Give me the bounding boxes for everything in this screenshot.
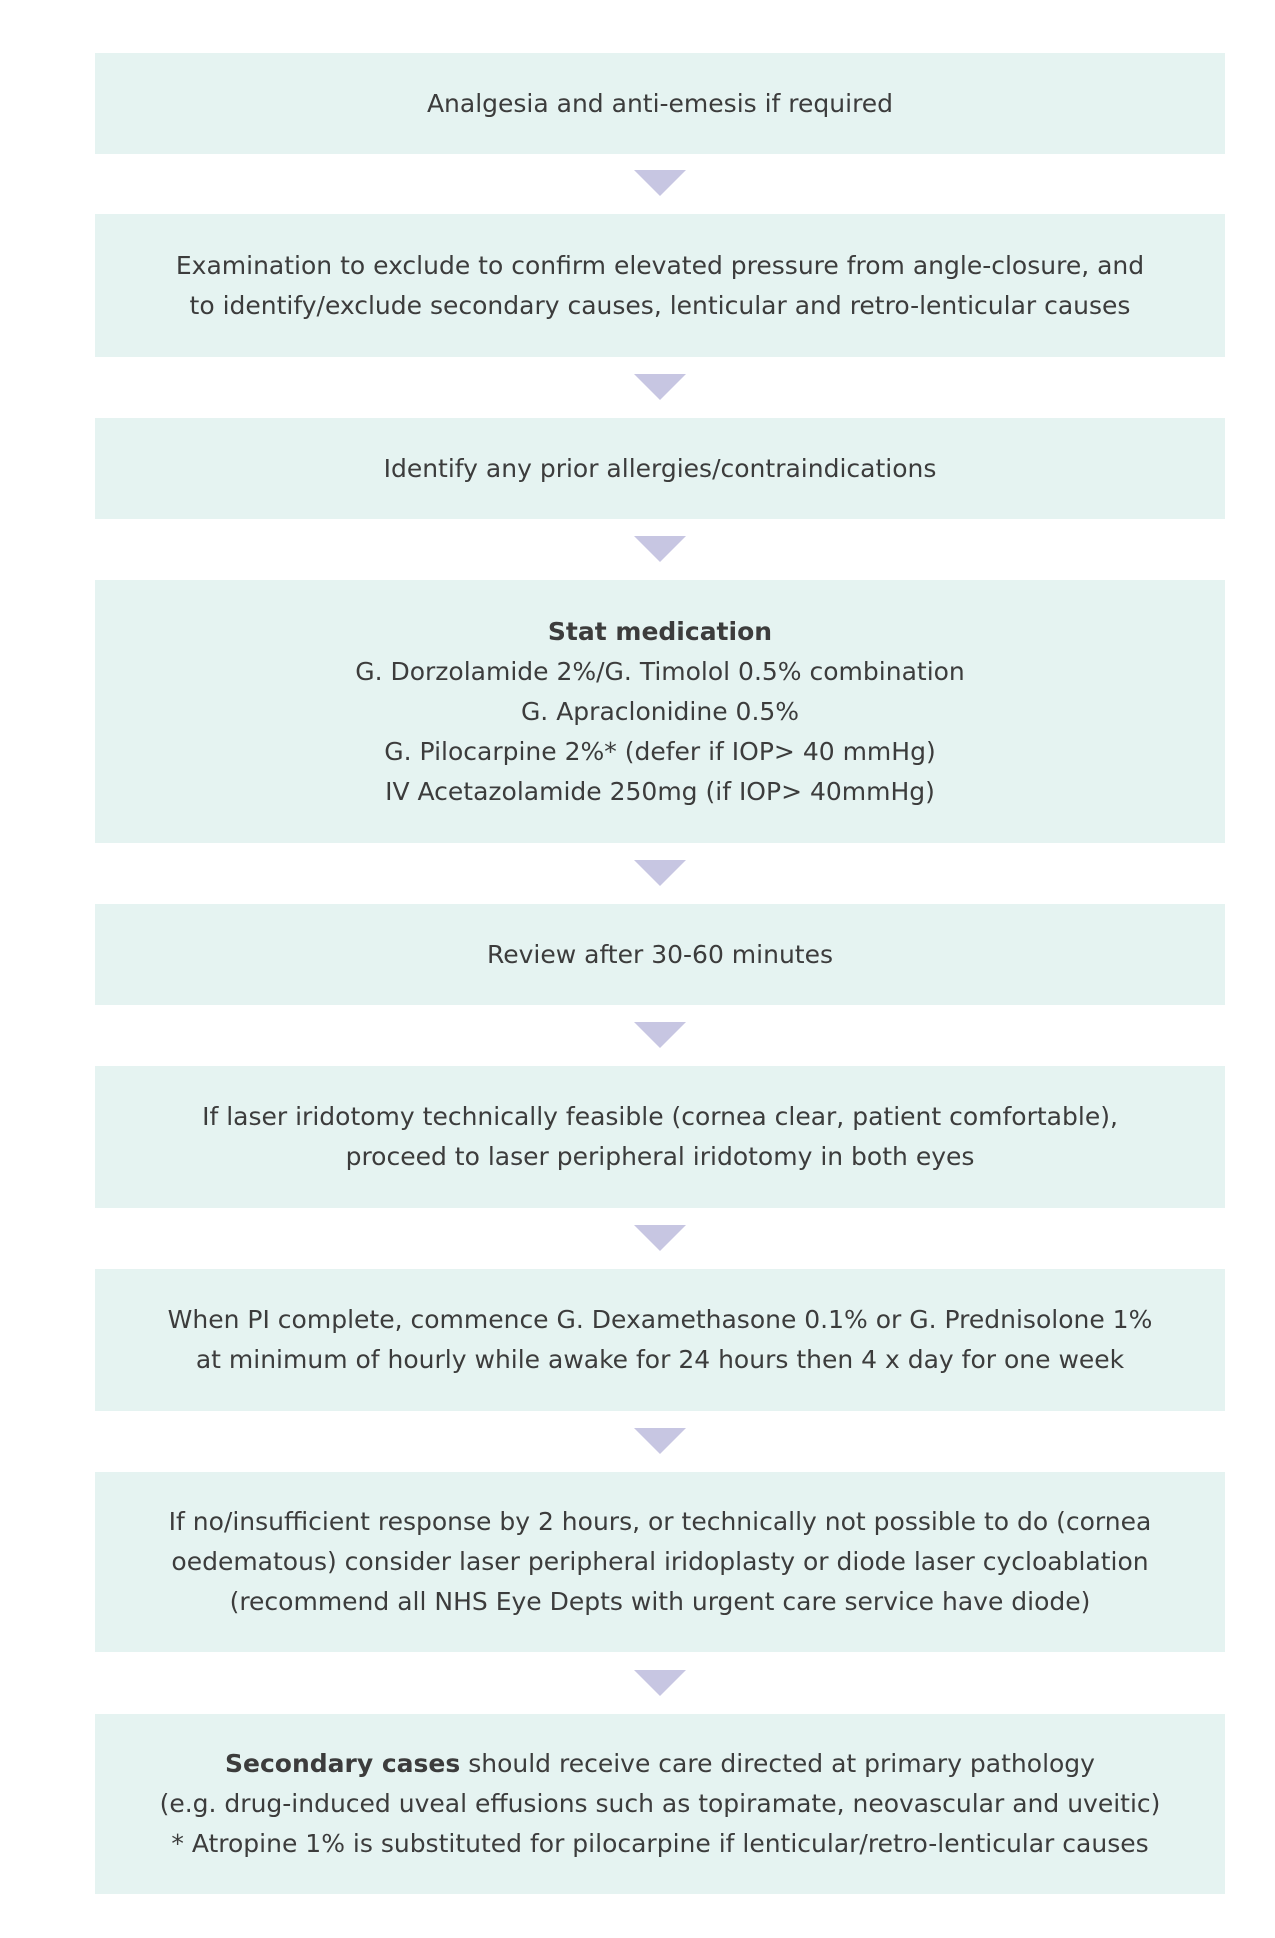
step-text: (e.g. drug-induced uveal effusions such as topiramate, neovascular and uveitic) [159,1789,1161,1818]
step-heading-text: Stat medication [547,616,773,646]
down-arrow-icon [634,1022,686,1048]
step-text: If laser iridotomy technically feasible (cornea clear, patient comfortable), [202,1102,1118,1131]
down-arrow-icon [634,1670,686,1696]
step-text: Examination to exclude to confirm elevated pressure from angle-closure, and [175,250,1145,280]
step-text-rest: should receive care directed at primary pathology [460,1749,1095,1778]
down-arrow-icon [634,860,686,886]
step-text: G. Apraclonidine 0.5% [520,696,800,726]
step-examination [95,214,1225,357]
step-text: G. Pilocarpine 2%* (defer if IOP> 40 mmHg) [384,736,936,766]
step-review [95,904,1225,1005]
step-allergies [95,418,1225,519]
down-arrow-icon [634,536,686,562]
step-text: IV Acetazolamide 250mg (if IOP> 40mmHg) [385,776,935,806]
step-steroids [95,1269,1225,1411]
step-text: When PI complete, commence G. Dexamethasone 0.1% or G. Prednisolone 1% [167,1305,1153,1334]
step-secondary-cases [95,1714,1225,1894]
step-text [225,1744,1095,1784]
step-text: G. Dorzolamide 2%/G. Timolol 0.5% combination [355,656,965,686]
down-arrow-icon [634,1428,686,1454]
step-text: Identify any prior allergies/contraindications [383,453,937,483]
down-arrow-icon [634,170,686,196]
step-text: proceed to laser peripheral iridotomy in both eyes [345,1142,975,1171]
step-stat-medication [95,580,1225,843]
down-arrow-icon [634,374,686,400]
step-text: * Atropine 1% is substituted for pilocarpine if lenticular/retro-lenticular causes [171,1829,1149,1858]
step-laser-iridotomy [95,1066,1225,1208]
step-text: at minimum of hourly while awake for 24 hours then 4 x day for one week [195,1345,1125,1374]
step-text: Analgesia and anti-emesis if required [426,88,894,118]
step-insufficient-response [95,1472,1225,1652]
step-analgesia [95,53,1225,154]
step-text: If no/insufficient response by 2 hours, or technically not possible to do (cornea [168,1507,1152,1536]
step-text: Review after 30-60 minutes [486,939,834,969]
step-text: to identify/exclude secondary causes, lenticular and retro-lenticular causes [189,290,1131,320]
step-heading [548,612,772,652]
step-text: oedematous) consider laser peripheral iridoplasty or diode laser cycloablation [171,1547,1149,1576]
down-arrow-icon [634,1225,686,1251]
step-text: (recommend all NHS Eye Depts with urgent care service have diode) [229,1587,1091,1616]
step-bold-text: Secondary cases [225,1749,461,1778]
